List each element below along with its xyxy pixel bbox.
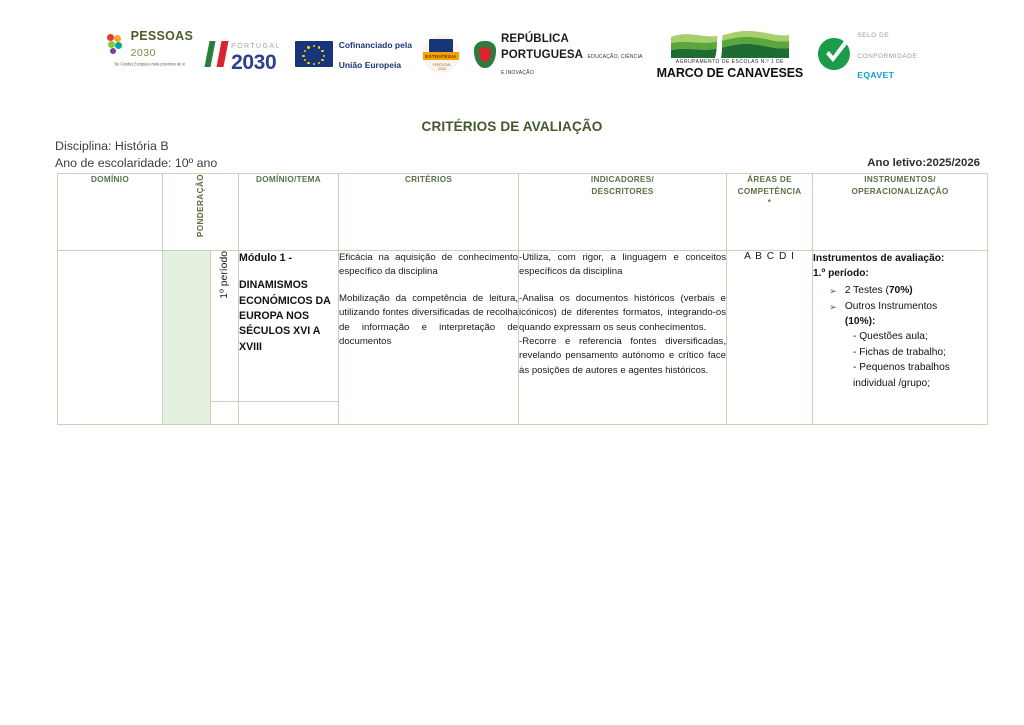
portuguese-coat-of-arms-icon — [474, 41, 496, 68]
cell-indicadores — [519, 251, 727, 425]
pessoas-logo-name: PESSOAS — [130, 29, 194, 43]
check-circle-icon — [817, 37, 851, 71]
column-header-criterios: CRITÉRIOS — [339, 174, 519, 251]
school-year-label: Ano letivo:2025/2026 — [867, 157, 980, 169]
portugal-2030-small: PORTUGAL — [231, 42, 281, 50]
eqavet-line3: EQAVET — [857, 70, 895, 81]
table-row — [58, 251, 988, 402]
eu-cofinancing-logo — [295, 28, 412, 80]
cell-dominio-tema — [239, 251, 339, 402]
indicadores-line1: INDICADORES/ — [590, 175, 655, 184]
cell-criterios — [339, 251, 519, 425]
list-item — [813, 283, 987, 298]
cell-periodo — [211, 251, 239, 402]
european-union-flag-icon — [295, 41, 333, 67]
pessoas-dots-icon — [107, 34, 126, 55]
eqavet-seal-logo — [817, 28, 917, 80]
criteria-table-container — [57, 173, 987, 425]
column-header-areas-competencia — [727, 174, 813, 251]
module-title: Módulo 1 - — [239, 252, 292, 264]
instrumentos-line1: INSTRUMENTOS/ — [864, 175, 936, 184]
seal-bottom-label: PORTUGAL 2030 — [432, 62, 452, 71]
cell-instrumentos — [813, 251, 988, 425]
instrument-sub-item: - Pequenos trabalhos individual /grupo; — [853, 362, 950, 389]
republica-portuguesa-logo — [474, 28, 643, 80]
page-title: CRITÉRIOS DE AVALIAÇÃO — [421, 119, 603, 134]
list-item-text: 2 Testes (70%) — [844, 284, 913, 296]
instrumentos-line2: OPERACIONALIZAÇÃO — [851, 186, 949, 196]
indicador-item: -Analisa os documentos históricos (verbais e icónicos) de diferentes formatos, integrando-os quando expressam os seus conhecimentos. — [519, 292, 727, 333]
institutional-logo-strip — [0, 26, 1024, 82]
pessoas-2030-logo — [107, 28, 194, 80]
cell-ponderacao — [163, 251, 211, 425]
cell-tema-spacer — [239, 402, 339, 425]
estrategia-portugal-2030-seal — [422, 35, 460, 73]
table-header-row — [58, 174, 988, 251]
periodo-label: 1º período — [219, 251, 230, 299]
indicadores-line2: DESCRITORES — [591, 186, 654, 196]
areas-footnote-marker: * — [767, 197, 772, 207]
eqavet-line2: CONFORMIDADE — [857, 52, 918, 60]
arrow-bullet-icon: ➢ — [829, 284, 837, 296]
hills-icon — [671, 28, 789, 58]
eu-cofinancing-line2: União Europeia — [338, 60, 402, 70]
areas-line2: COMPETÊNCIA — [737, 186, 802, 196]
indicador-item: -Recorre e referencia fontes diversificadas, revelando pensamento autónomo e crítico face às posições de autores e agentes históricos. — [519, 335, 727, 376]
column-header-instrumentos — [813, 174, 988, 251]
instruments-list — [813, 283, 987, 330]
republica-sub1: EDUCAÇÃO, CIÊNCIA — [587, 53, 643, 60]
instruments-period-label: 1.º período: — [813, 268, 869, 280]
list-item — [813, 299, 987, 330]
criterio-item: Eficácia na aquisição de conhecimento específico da disciplina — [339, 252, 519, 278]
column-header-indicadores — [519, 174, 727, 251]
republica-sub2: E INOVAÇÃO — [500, 70, 534, 77]
instruments-heading: Instrumentos de avaliação: — [813, 253, 945, 264]
column-header-ponderacao — [163, 174, 239, 251]
instrument-sub-item: - Fichas de trabalho; — [853, 346, 946, 358]
marco-school-group-label: AGRUPAMENTO DE ESCOLAS N.º 1 DE — [675, 58, 785, 66]
module-subject: DINAMISMOS ECONÓMICOS DA EUROPA NOS SÉCULOS XVI A XVIII — [239, 279, 331, 353]
column-header-dominio-tema: DOMÍNIO/TEMA — [239, 174, 339, 251]
portugal-2030-big: 2030 — [231, 50, 277, 74]
pessoas-logo-tagline: De Fundos Europeus mais próximos de si — [114, 61, 186, 67]
criteria-table — [57, 173, 988, 425]
list-item-text: Outros Instrumentos (10%): — [844, 300, 938, 328]
criterio-item: Mobilização da competência de leitura, utilizando fontes diversificadas de recolha de informação e interpretação de documentos — [339, 292, 519, 347]
republica-line1: REPÚBLICA — [500, 32, 569, 45]
indicador-item: -Utiliza, com rigor, a linguagem e conceitos específicos da disciplina — [519, 252, 727, 278]
portugal-2030-logo — [207, 28, 281, 80]
eu-cofinancing-line1: Cofinanciado pela — [338, 40, 412, 50]
areas-line1: ÁREAS DE — [747, 175, 792, 184]
cell-areas-competencia: A B C D I — [727, 251, 813, 425]
subject-label: Disciplina: História B — [55, 139, 169, 153]
grade-level-label: Ano de escolaridade: 10º ano — [55, 156, 218, 170]
instrument-sub-item: - Questões aula; — [853, 331, 928, 343]
cell-periodo-spacer — [211, 402, 239, 425]
cell-dominio — [58, 251, 163, 425]
marco-school-name: MARCO DE CANAVESES — [656, 66, 804, 80]
column-header-dominio: DOMÍNIO — [58, 174, 163, 251]
column-header-ponderacao-label: PONDERAÇÃO — [195, 174, 205, 238]
pessoas-logo-year: 2030 — [130, 47, 156, 59]
eqavet-line1: SELO DE — [857, 31, 890, 39]
portugal-flag-icon — [207, 41, 227, 67]
republica-line2: PORTUGUESA — [500, 48, 584, 61]
marco-de-canaveses-school-logo — [657, 28, 804, 80]
arrow-bullet-icon: ➢ — [829, 300, 837, 312]
seal-band-label: ESTRATÉGIA — [425, 53, 457, 59]
